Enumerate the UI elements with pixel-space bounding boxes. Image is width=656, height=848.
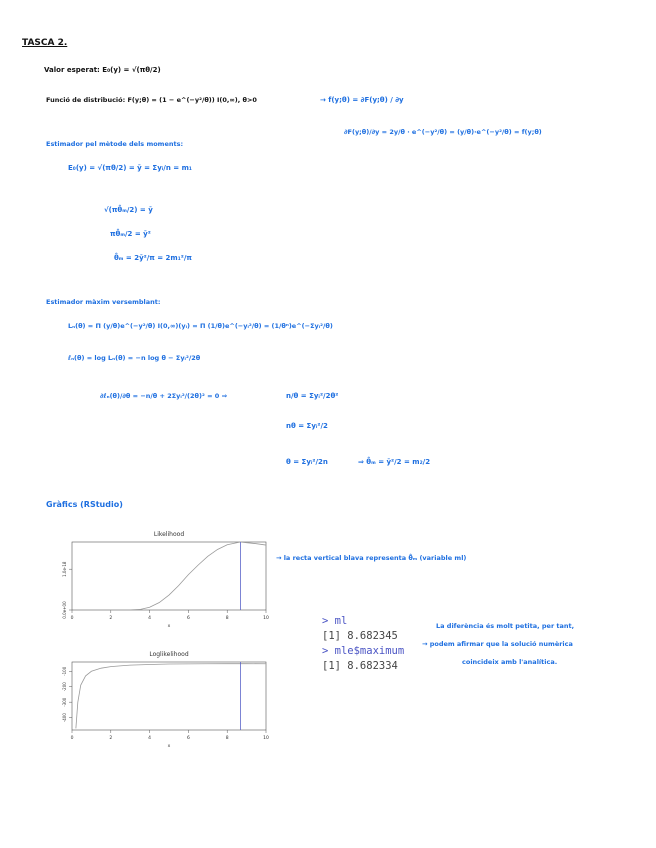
r-console bbox=[322, 614, 404, 674]
conclusion-line-1: La diferència és molt petita, per tant, bbox=[436, 622, 575, 630]
cdf-line: Funció de distribució: F(y;θ) = (1 − e^(−y²/θ)) I(0,∞), θ>0 bbox=[46, 96, 257, 104]
expected-value-line: Valor esperat: E₀(y) = √(πθ/2) bbox=[44, 66, 161, 74]
page-title: TASCA 2. bbox=[22, 38, 68, 48]
conclusion-line-2: → podem afirmar que la solució numèrica bbox=[422, 640, 573, 648]
y-tick-label-1-0: -400 bbox=[62, 713, 67, 723]
y-tick-label-1-2: -200 bbox=[62, 682, 67, 692]
x-tick-label-1-5: 10 bbox=[263, 736, 269, 741]
x-axis-label-0: x bbox=[167, 624, 171, 629]
console-output-mle: [1] 8.682334 bbox=[322, 660, 398, 672]
chart-title-0: Likelihood bbox=[153, 531, 185, 538]
ml-result-3b: ⇒ θ̂ₘ = ȳ²/2 = m₂/2 bbox=[358, 458, 431, 466]
ml-result-1: n/θ = Σyᵢ²/2θ² bbox=[286, 392, 339, 400]
y-tick-label-1-1: -300 bbox=[62, 697, 67, 707]
x-tick-label-0-3: 6 bbox=[186, 616, 190, 621]
moments-equation: E₀(y) = √(πθ/2) = ȳ = Σyᵢ/n = m₁ bbox=[68, 164, 192, 172]
plot-frame-1 bbox=[72, 662, 266, 730]
series-line-0 bbox=[74, 542, 266, 610]
console-output-ml: [1] 8.682345 bbox=[322, 630, 398, 642]
x-tick-label-1-3: 6 bbox=[186, 736, 190, 741]
x-tick-label-0-2: 4 bbox=[148, 616, 152, 621]
ml-loglikelihood: ℓₙ(θ) = log Lₙ(θ) = −n log θ − Σyᵢ²/2θ bbox=[68, 354, 201, 362]
y-tick-label-1-3: -100 bbox=[62, 666, 67, 676]
ml-derivative: ∂ℓₙ(θ)/∂θ = −n/θ + 2Σyᵢ²/(2θ)² = 0 ⇒ bbox=[100, 392, 228, 400]
derivative-line: ∂F(y;θ)/∂y = 2y/θ · e^(−y²/θ) = (y/θ)·e^(−y²/θ) = f(y;θ) bbox=[344, 128, 542, 136]
x-tick-label-0-1: 2 bbox=[109, 616, 113, 621]
ml-heading: Estimador màxim versemblant: bbox=[46, 298, 161, 306]
conclusion-line-3: coincideix amb l'analítica. bbox=[462, 658, 558, 666]
ml-likelihood: Lₙ(θ) = Π (y/θ)e^(−y²/θ) I(0,∞)(yᵢ) = Π (1/θ)e^(−yᵢ²/θ) = (1/θⁿ)e^(−Σyᵢ²/θ) bbox=[68, 322, 333, 330]
moments-heading: Estimador pel mètode dels moments: bbox=[46, 140, 184, 148]
x-tick-label-1-1: 2 bbox=[109, 736, 113, 741]
console-command-mle: > mle$maximum bbox=[322, 645, 405, 657]
x-tick-label-1-4: 8 bbox=[225, 736, 229, 741]
graphs-heading: Gràfics (RStudio) bbox=[46, 500, 123, 509]
console-command-ml: > ml bbox=[322, 615, 348, 627]
vertical-line-note: → la recta vertical blava representa θ̂ₘ (variable ml) bbox=[276, 554, 467, 562]
x-axis-label-1: x bbox=[167, 744, 171, 749]
y-tick-label-0-1: 1.0e-18 bbox=[62, 561, 67, 577]
chart-title-1: Loglikelihood bbox=[149, 651, 189, 658]
x-tick-label-1-2: 4 bbox=[148, 736, 152, 741]
likelihood-plots bbox=[48, 528, 280, 760]
y-tick-label-0-0: 0.0e+00 bbox=[62, 601, 67, 619]
moments-step-1: √(πθ̂ₘ/2) = ȳ bbox=[104, 206, 153, 214]
moments-step-2: πθ̂ₘ/2 = ȳ² bbox=[110, 230, 151, 238]
x-tick-label-0-4: 8 bbox=[225, 616, 229, 621]
ml-result-3: θ = Σyᵢ²/2n bbox=[286, 458, 328, 466]
series-line-1 bbox=[76, 664, 266, 729]
x-tick-label-1-0: 0 bbox=[70, 736, 74, 741]
x-tick-label-0-0: 0 bbox=[70, 616, 74, 621]
moments-step-3: θ̂ₘ = 2ȳ²/π = 2m₁²/π bbox=[114, 254, 192, 262]
pdf-line: → f(y;θ) = ∂F(y;θ) / ∂y bbox=[320, 96, 404, 104]
ml-result-2: nθ = Σyᵢ²/2 bbox=[286, 422, 328, 430]
x-tick-label-0-5: 10 bbox=[263, 616, 269, 621]
plot-frame-0 bbox=[72, 542, 266, 610]
